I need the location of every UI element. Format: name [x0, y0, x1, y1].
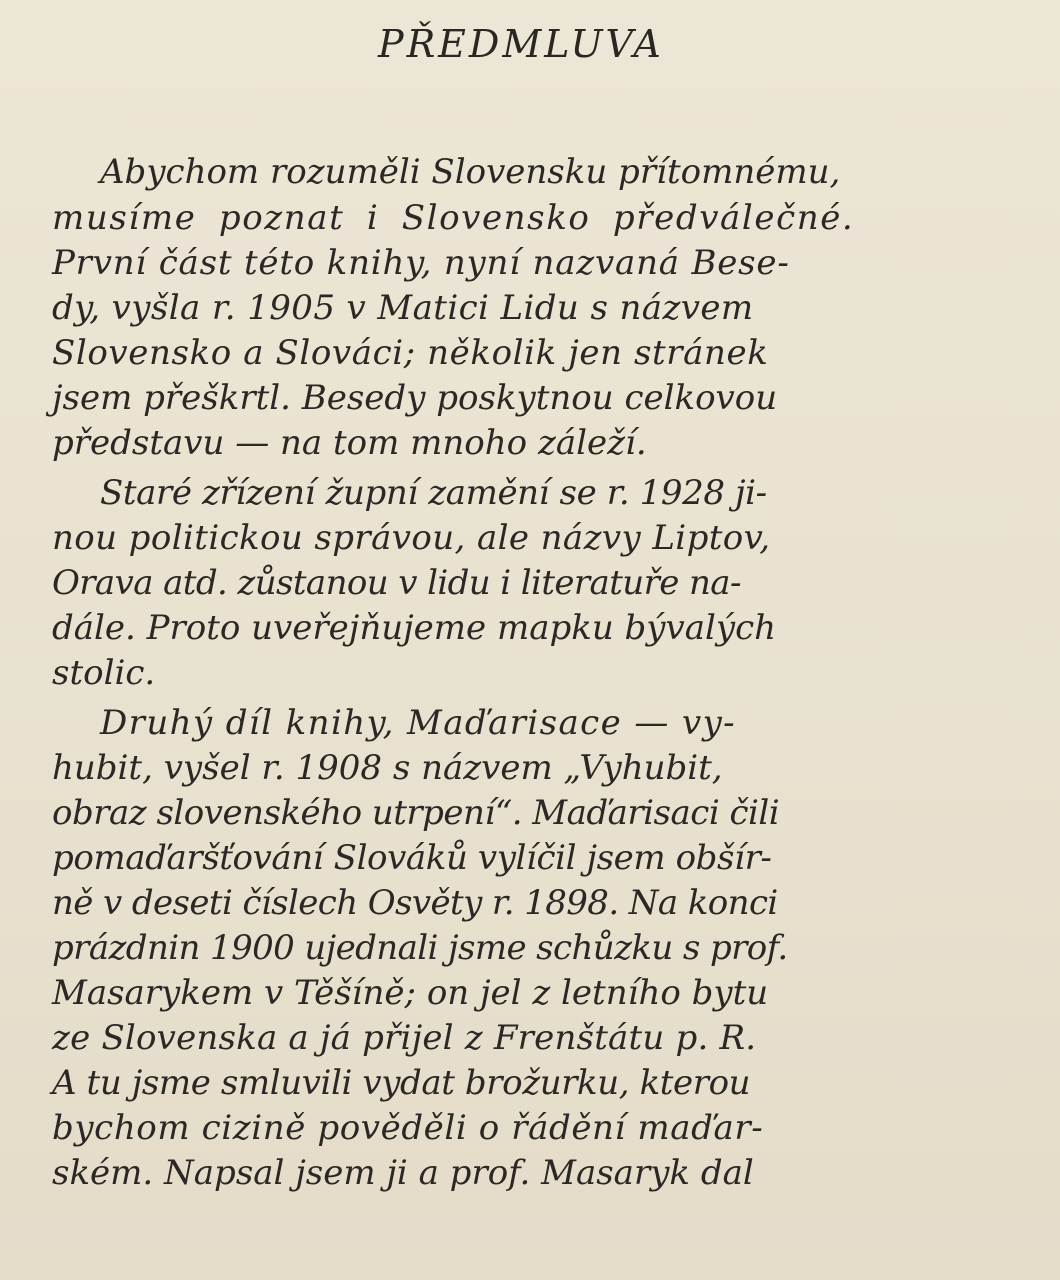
text-line: Druhý díl knihy, Maďarisace — vy- — [100, 703, 737, 743]
text-line: ze Slovenska a já přijel z Frenštátu p. R. — [52, 1018, 757, 1058]
text-line: představu — na tom mnoho záleží. — [52, 423, 647, 463]
text-line: Orava atd. zůstanou v lidu i literatuře na- — [52, 563, 741, 603]
text-line: Masarykem v Těšíně; on jel z letního bytu — [52, 973, 769, 1013]
text-line: obraz slovenského utrpení“. Maďarisaci čili — [52, 793, 780, 833]
text-line: dále. Proto uveřejňujeme mapku bývalých — [52, 608, 777, 648]
text-line: prázdnin 1900 ujednali jsme schůzku s prof. — [52, 928, 788, 968]
text-line: ském. Napsal jsem ji a prof. Masaryk dal — [52, 1153, 754, 1193]
page-title: PŘEDMLUVA — [378, 22, 664, 66]
text-line: nou politickou správou, ale názvy Liptov, — [52, 518, 771, 558]
text-line: Abychom rozuměli Slovensku přítomnému, — [100, 152, 841, 192]
text-line: musíme poznat i Slovensko předválečné. — [52, 198, 855, 238]
text-line: ně v deseti číslech Osvěty r. 1898. Na konci — [52, 883, 778, 923]
text-line: jsem přeškrtl. Besedy poskytnou celkovou — [52, 378, 778, 418]
text-line: A tu jsme smluvili vydat brožurku, kterou — [52, 1063, 751, 1103]
text-line: První část této knihy, nyní nazvaná Bese- — [52, 243, 790, 283]
text-line: bychom cizině pověděli o řádění maďar- — [52, 1108, 764, 1148]
text-line: dy, vyšla r. 1905 v Matici Lidu s názvem — [52, 288, 754, 328]
text-line: Slovensko a Slováci; několik jen stránek — [52, 333, 769, 373]
text-line: stolic. — [52, 653, 156, 693]
text-line: Staré zřízení župní zamění se r. 1928 ji- — [100, 473, 767, 513]
text-line: pomaďaršťování Slováků vylíčil jsem obšír- — [52, 838, 772, 878]
text-line: hubit, vyšel r. 1908 s názvem „Vyhubit, — [52, 748, 723, 788]
